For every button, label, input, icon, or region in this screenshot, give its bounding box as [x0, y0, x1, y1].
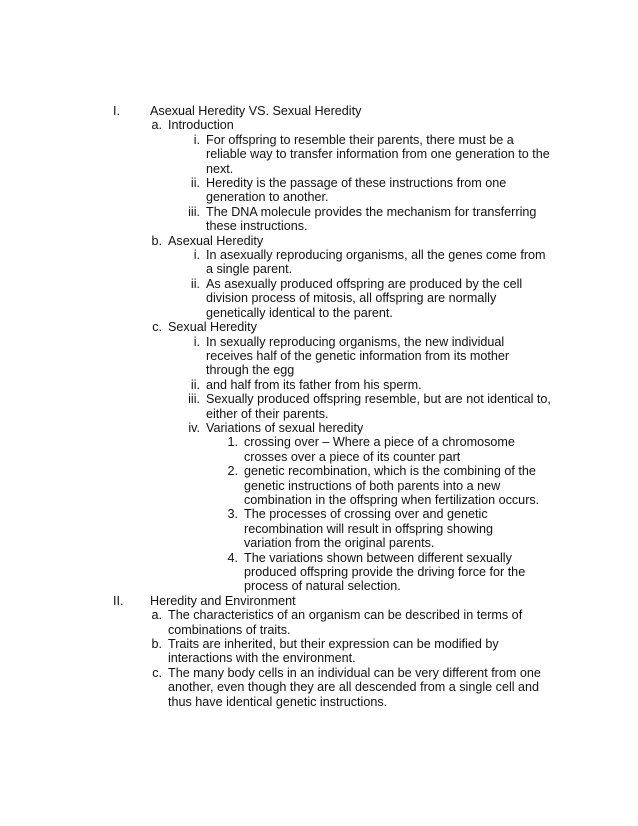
outline-list [0, 104, 638, 709]
outline-item [0, 392, 638, 421]
outline-marker: a. [151, 118, 162, 133]
outline-item [0, 435, 638, 464]
outline-marker: ii. [190, 377, 200, 392]
outline-text: Introduction [168, 118, 234, 133]
outline-item [0, 666, 638, 709]
outline-item [0, 608, 638, 637]
outline-text: In asexually reproducing organisms, all the genes come from a single parent. [206, 248, 546, 277]
outline-marker: I. [113, 104, 120, 118]
outline-text: genetic recombination, which is the combining of the genetic instructions of both parents into a new combination in the offspring when fertilization occurs. [244, 464, 540, 507]
outline-text: In sexually reproducing organisms, the new individual receives half of the genetic information from its mother through the egg [206, 334, 510, 378]
outline-item [0, 277, 638, 320]
outline-item [0, 637, 638, 666]
outline-marker: iii. [188, 392, 200, 407]
outline-marker: i. [193, 334, 200, 349]
outline-text: The DNA molecule provides the mechanism for transferring these instructions. [206, 204, 537, 234]
outline-item [0, 104, 638, 118]
outline-text: Variations of sexual heredity [206, 420, 364, 435]
outline-item [0, 335, 638, 378]
outline-text: The processes of crossing over and genetic recombination will result in offspring showing variation from the original parents. [244, 507, 493, 551]
outline-marker: b. [151, 637, 162, 652]
outline-marker: 2. [227, 464, 238, 479]
outline-item [0, 464, 638, 507]
outline-text: Traits are inherited, but their expression can be modified by interactions with the environment. [168, 637, 499, 666]
outline-item [0, 205, 638, 234]
outline-text: Asexual Heredity VS. Sexual Heredity [150, 104, 362, 118]
outline-text: crossing over – Where a piece of a chromosome crosses over a piece of its counter part [244, 435, 515, 464]
outline-item [0, 248, 638, 277]
outline-text: The characteristics of an organism can be described in terms of combinations of traits. [168, 608, 523, 637]
outline-text: Sexual Heredity [168, 320, 257, 335]
outline-text: Sexually produced offspring resemble, but are not identical to, either of their parents. [206, 392, 551, 421]
outline-marker: iii. [188, 204, 200, 219]
outline-text: Heredity is the passage of these instructions from one generation to another. [206, 176, 507, 205]
outline-item [0, 594, 638, 608]
outline-item [0, 378, 638, 392]
outline-marker: iv. [188, 420, 200, 435]
outline-marker: i. [193, 132, 200, 147]
outline-item [0, 133, 638, 176]
outline-item [0, 118, 638, 132]
outline-item [0, 176, 638, 205]
outline-marker: 4. [227, 550, 238, 565]
outline-text: and half from its father from his sperm. [206, 377, 422, 392]
outline-marker: c. [152, 320, 162, 335]
outline-marker: ii. [190, 276, 200, 291]
outline-marker: 1. [227, 435, 238, 450]
outline-marker: c. [152, 665, 162, 680]
outline-text: The variations shown between different sexually produced offspring provide the driving force for the process of natural selection. [244, 550, 526, 594]
outline-text: The many body cells in an individual can be very different from one another, even though they are all descended from a single cell and thus have identical genetic instructions. [168, 665, 541, 709]
outline-item [0, 421, 638, 435]
outline-marker: b. [151, 233, 162, 248]
outline-item [0, 234, 638, 248]
outline-item [0, 551, 638, 594]
outline-text: As asexually produced offspring are produced by the cell division process of mitosis, all offspring are normally genetically identical to the parent. [206, 276, 523, 320]
outline-marker: II. [113, 593, 124, 608]
outline-item [0, 507, 638, 550]
outline-marker: i. [193, 248, 200, 263]
outline-text: Asexual Heredity [168, 233, 264, 248]
outline-text: For offspring to resemble their parents, there must be a reliable way to transfer information from one generation to the next. [206, 132, 550, 176]
outline-marker: a. [151, 608, 162, 623]
outline-marker: 3. [227, 507, 238, 522]
outline-item [0, 320, 638, 334]
outline-text: Heredity and Environment [150, 593, 296, 608]
outline-marker: ii. [190, 176, 200, 191]
